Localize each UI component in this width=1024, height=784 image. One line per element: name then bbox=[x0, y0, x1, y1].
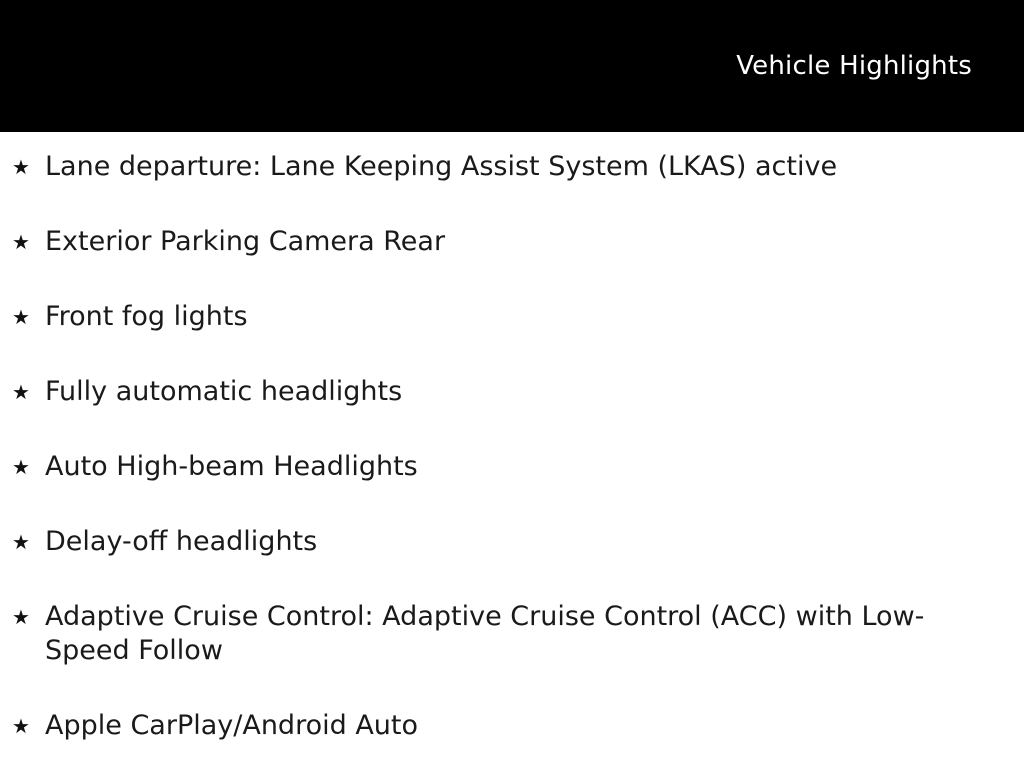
highlight-text: Delay-off headlights bbox=[45, 526, 318, 557]
highlight-text: Fully automatic headlights bbox=[45, 376, 403, 407]
highlight-text: Auto High-beam Headlights bbox=[45, 451, 418, 482]
highlights-list bbox=[0, 150, 1024, 784]
highlight-text: Front fog lights bbox=[45, 301, 248, 332]
list-item bbox=[0, 525, 1024, 559]
list-item bbox=[0, 600, 1024, 668]
header-bar bbox=[0, 0, 1024, 132]
list-item bbox=[0, 450, 1024, 484]
star-icon: ★ bbox=[12, 305, 30, 329]
star-icon: ★ bbox=[12, 230, 30, 254]
highlight-text: Exterior Parking Camera Rear bbox=[45, 226, 446, 257]
star-icon: ★ bbox=[12, 455, 30, 479]
list-item bbox=[0, 150, 1024, 184]
highlight-text: Lane departure: Lane Keeping Assist System (LKAS) active bbox=[45, 151, 838, 182]
highlight-text: Adaptive Cruise Control: Adaptive Cruise Control (ACC) with Low-Speed Follow bbox=[45, 601, 925, 666]
page-title: Vehicle Highlights bbox=[736, 51, 972, 81]
star-icon: ★ bbox=[12, 155, 30, 179]
list-item bbox=[0, 225, 1024, 259]
list-item bbox=[0, 300, 1024, 334]
star-icon: ★ bbox=[12, 605, 30, 629]
star-icon: ★ bbox=[12, 380, 30, 404]
star-icon: ★ bbox=[12, 530, 30, 554]
star-icon: ★ bbox=[12, 714, 30, 738]
list-item bbox=[0, 709, 1024, 743]
highlight-text: Apple CarPlay/Android Auto bbox=[45, 710, 419, 741]
list-item bbox=[0, 375, 1024, 409]
